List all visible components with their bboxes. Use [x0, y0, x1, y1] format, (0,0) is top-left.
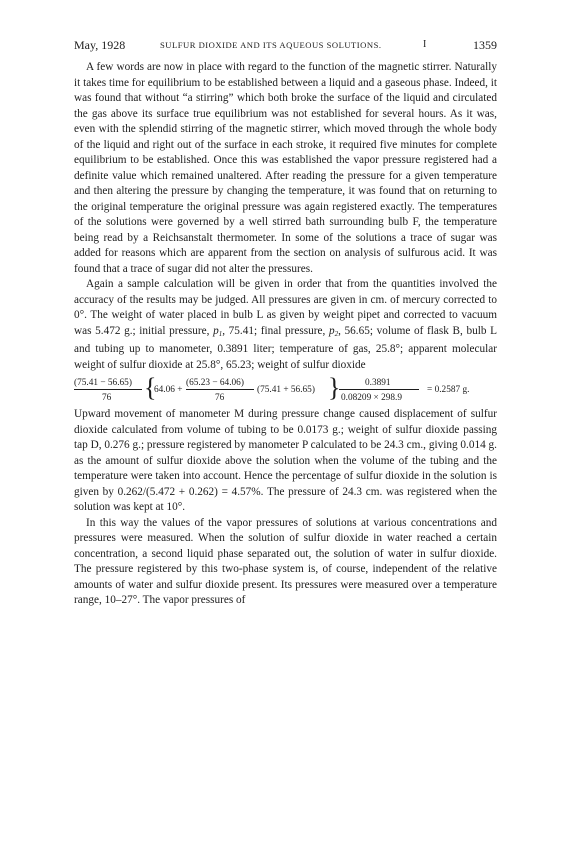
formula-denominator-3: 0.08209 × 298.9	[341, 393, 403, 403]
running-header	[74, 38, 497, 52]
header-date: May, 1928	[74, 38, 126, 52]
formula-term-1: 64.06 +	[154, 385, 183, 395]
formula-denominator-2: 76	[215, 393, 225, 403]
header-title: SULFUR DIOXIDE AND ITS AQUEOUS SOLUTIONS.	[160, 40, 382, 50]
formula-brace-open: {	[144, 373, 157, 402]
paragraph-vapor-pressures: In this way the values of the vapor pressures of solutions at various concentrations and pressures were measured. When the solution of sulfur dioxide in water reached a certain concentration, a second liquid phase separated out, the solution of water in sulfur dioxide. The pressure registered by this two-phase system is, of course, independent of the relative amounts of water and sulfur dioxide present. Its pressures were measured over a temperature range, 10–27°. The vapor pressures of	[74, 516, 497, 606]
paragraph-manometer-movement: Upward movement of manometer M during pressure change caused displacement of sulfur dioxide calculated from volume of tubing to be 0.0173 g.; weight of sulfur dioxide passing tap D, 0.276 g.; pressure registered by manometer P calculated to be 24.3 cm., giving 0.014 g. as the amount of sulfur dioxide above the solution when the volume of the tubing and the temperature were taken into account. Hence the percentage of sulfur dioxide in the solution is given by 0.262/(5.472 + 0.262) = 4.57%. The pressure of 24.3 cm. was registered when the solution was kept at 10°.	[74, 408, 497, 513]
body-text	[74, 60, 497, 609]
header-part-number: I	[423, 39, 427, 50]
formula-term-2: (75.41 + 56.65)	[257, 385, 315, 395]
formula-brace-close: }	[328, 373, 341, 402]
symbol-p1: $p_1$	[213, 324, 223, 338]
formula-denominator-1: 76	[102, 393, 112, 403]
paragraph-magnetic-stirrer: A few words are now in place with regard to the function of the magnetic stirrer. Naturally it takes time for equilibrium to be established between a liquid and a gaseous phase. Indeed, it was found that without “a stirring” which both broke the surface of the liquid and circulated the gas above its surface true equilibrium was not established for several hours. As it was, even with the splendid stirring of the magnetic stirrer, which moved through the whole body of the liquid and right out of the surface in each stroke, it required five minutes for complete equilibrium to be established. Once this was established the vapor pressure registered had a definite value which remained unaltered. After reading the pressure for a given temperature and then altering the pressure by changing the temperature, it was found that on returning to the original temperature the original pressure was again registered exactly. The temperatures of the solutions were governed by a well stirred bath surrounding bulb F, the temperature being read by a Reichsanstalt thermometer. In some of the solutions a trace of sugar was added for reasons which are apparent from the section on analysis of sulfurous acid. It was found that a trace of sugar did not alter the pressures.	[74, 61, 498, 275]
fraction-bar-2	[186, 389, 254, 390]
formula-numerator-2: (65.23 − 64.06)	[186, 378, 244, 388]
paragraph-sample-calculation-part2: , 75.41; final pressure,	[222, 324, 329, 337]
page-number: 1359	[473, 38, 497, 52]
paragraph-sample-calculation	[74, 277, 497, 373]
paragraph-sample-calculation-part1: Again a sample calculation will be given in order that from the quantities involved the accuracy of the results may be judged. All pressures are given in cm. of mercury corrected to 0°. The weight of water placed in bulb L as given by weight pipet and corrected to vacuum was 5.472 g.; initial pressure,	[74, 278, 497, 337]
fraction-bar-1	[74, 389, 142, 390]
formula-numerator-1: (75.41 − 56.65)	[74, 378, 132, 388]
symbol-p2: $p_2$	[328, 324, 339, 338]
sulfur-dioxide-weight-formula	[74, 373, 497, 407]
fraction-bar-3	[339, 389, 419, 390]
formula-numerator-3: 0.3891	[365, 378, 391, 388]
formula-result: = 0.2587 g.	[427, 385, 470, 395]
paragraph-sample-calculation-part3: , 56.65; volume of flask B, bulb L and tubing up to manometer, 0.3891 liter; temperature of gas, 25.8°; apparent molecular weight of sulfur dioxide at 25.8°, 65.23; weight of sulfur dioxide	[74, 324, 497, 371]
